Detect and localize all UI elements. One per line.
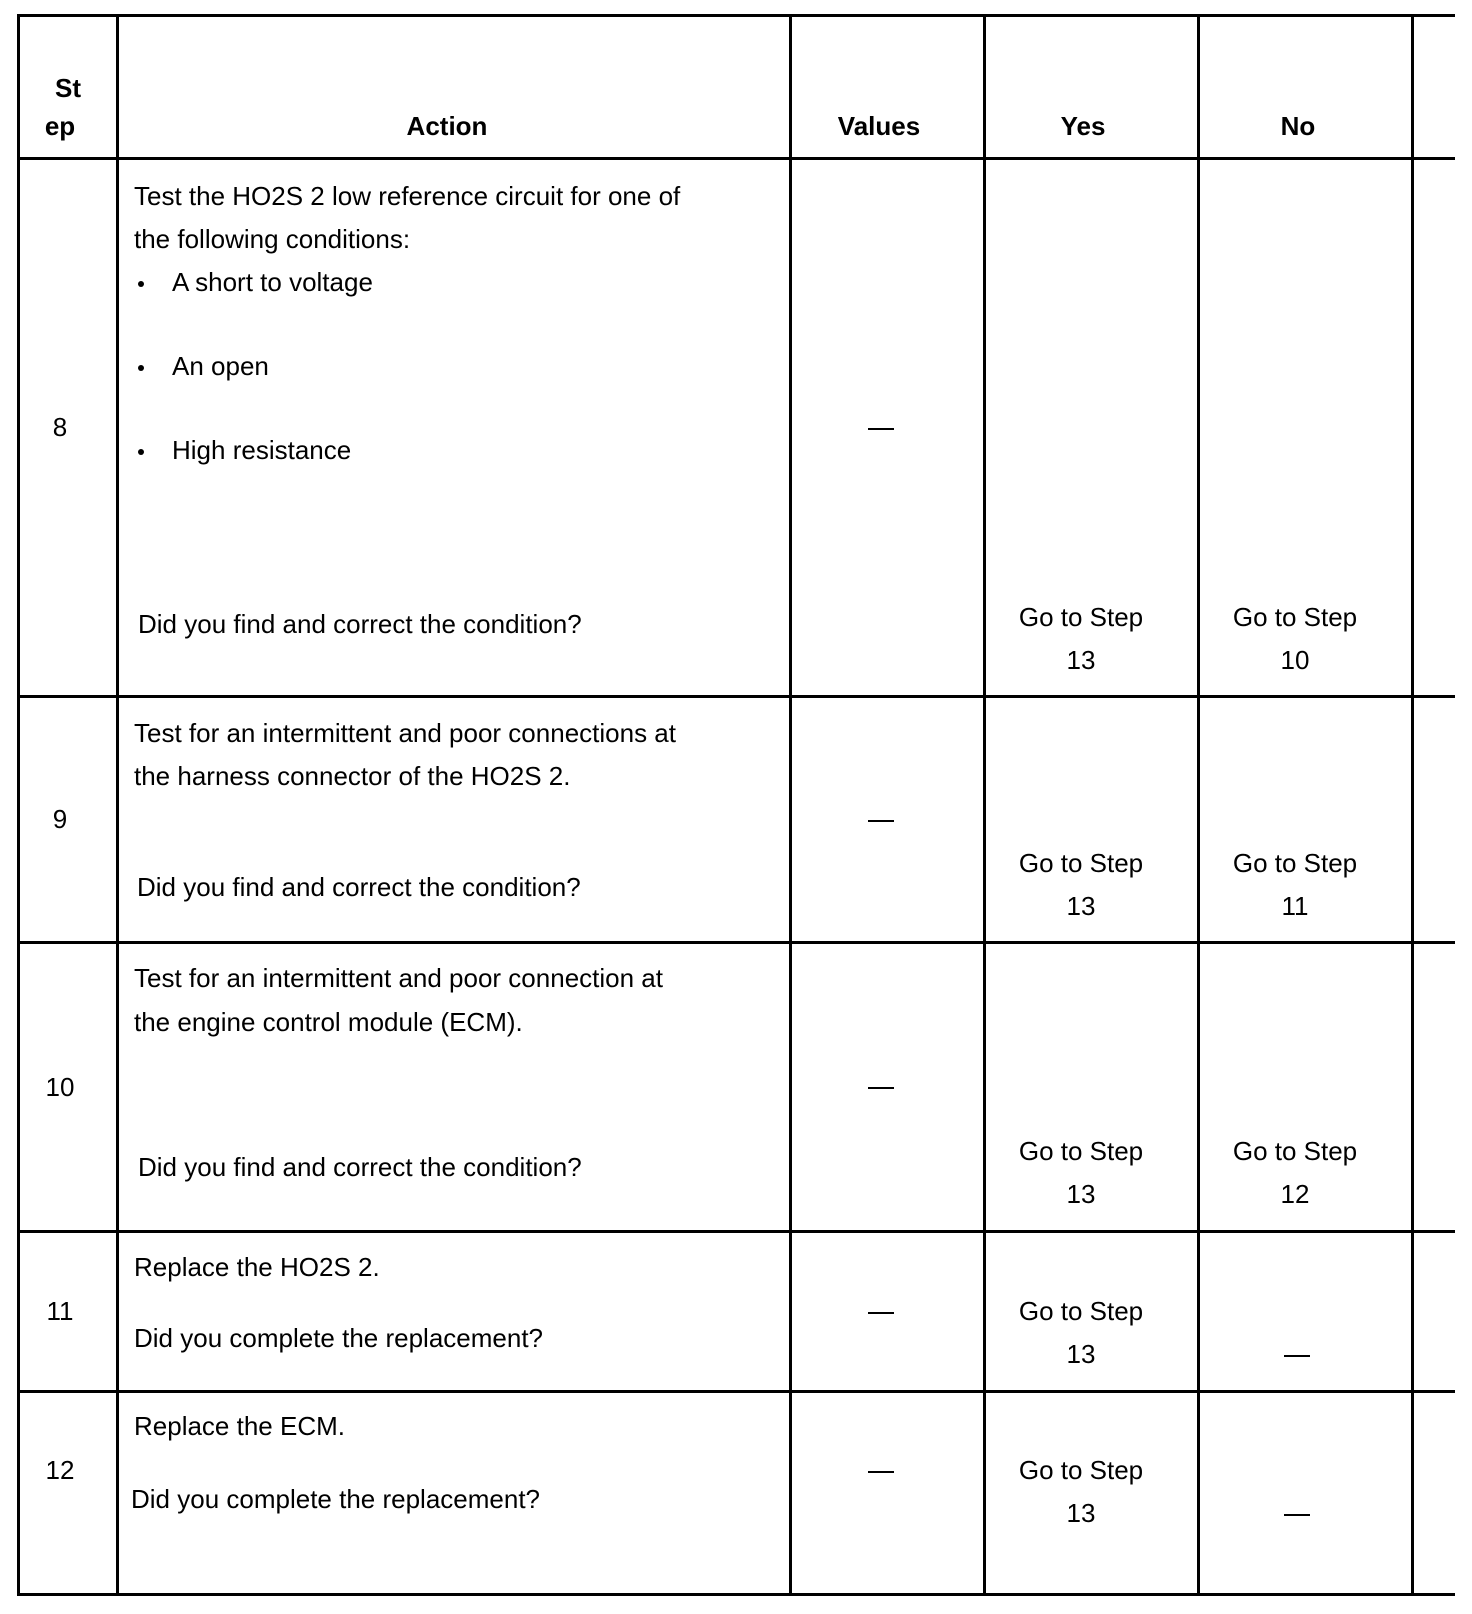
column-divider [1197, 14, 1200, 1596]
values-dash [868, 1312, 894, 1314]
action-text: the engine control module (ECM). [134, 1007, 523, 1037]
action-question: Did you find and correct the condition? [138, 1152, 582, 1182]
bullet-point [138, 449, 144, 455]
yes-step-number: 13 [1066, 1339, 1096, 1369]
values-dash [868, 1087, 894, 1089]
yes-goto: Go to Step [1018, 602, 1144, 632]
action-text: Test for an intermittent and poor connection at [134, 963, 663, 993]
header-step-line1: St [55, 73, 81, 103]
condition-item: A short to voltage [172, 267, 373, 297]
header-yes: Yes [1060, 111, 1106, 141]
yes-goto: Go to Step [1018, 1296, 1144, 1326]
yes-step-number: 13 [1066, 645, 1096, 675]
header-values: Values [837, 111, 921, 141]
table-border-right [1411, 14, 1414, 1596]
bullet-point [138, 365, 144, 371]
yes-goto: Go to Step [1018, 1136, 1144, 1166]
no-step-number: 12 [1280, 1179, 1310, 1209]
step-number: 12 [45, 1455, 75, 1485]
action-question: Did you find and correct the condition? [137, 872, 581, 902]
no-dash [1284, 1514, 1310, 1516]
row-divider [17, 1390, 1455, 1393]
step-number: 10 [45, 1072, 75, 1102]
header-action: Action [406, 111, 488, 141]
header-divider [17, 157, 1455, 160]
yes-goto: Go to Step [1018, 848, 1144, 878]
no-step-number: 11 [1281, 891, 1309, 921]
yes-step-number: 13 [1066, 1179, 1096, 1209]
step-number: 9 [52, 804, 68, 834]
row-divider [17, 941, 1455, 944]
values-dash [868, 428, 894, 430]
action-question: Did you complete the replacement? [131, 1484, 541, 1514]
action-text: Test the HO2S 2 low reference circuit for one of [134, 181, 681, 211]
no-goto: Go to Step [1232, 602, 1358, 632]
yes-step-number: 13 [1066, 1498, 1096, 1528]
yes-goto: Go to Step [1018, 1455, 1144, 1485]
yes-step-number: 13 [1066, 891, 1096, 921]
action-question: Did you complete the replacement? [134, 1323, 544, 1353]
action-text: Test for an intermittent and poor connections at [134, 718, 676, 748]
action-text: Replace the ECM. [134, 1411, 345, 1441]
header-no: No [1280, 111, 1316, 141]
values-dash [868, 1471, 894, 1473]
condition-item: High resistance [172, 435, 352, 465]
condition-item: An open [172, 351, 269, 381]
no-goto: Go to Step [1232, 848, 1358, 878]
header-step-line2: ep [44, 111, 76, 141]
step-number: 11 [46, 1296, 74, 1326]
action-text: the following conditions: [134, 224, 411, 254]
bullet-point [138, 281, 144, 287]
values-dash [868, 820, 894, 822]
action-question: Did you find and correct the condition? [138, 609, 582, 639]
table-border-top [17, 14, 1455, 17]
column-divider [789, 14, 792, 1596]
action-text: the harness connector of the HO2S 2. [134, 761, 571, 791]
row-divider [17, 1230, 1455, 1233]
no-step-number: 10 [1280, 645, 1310, 675]
no-dash [1284, 1355, 1310, 1357]
row-divider [17, 695, 1455, 698]
action-text: Replace the HO2S 2. [134, 1252, 380, 1282]
step-number: 8 [52, 412, 68, 442]
table-border-bottom [17, 1593, 1455, 1596]
no-goto: Go to Step [1232, 1136, 1358, 1166]
column-divider [116, 14, 119, 1596]
